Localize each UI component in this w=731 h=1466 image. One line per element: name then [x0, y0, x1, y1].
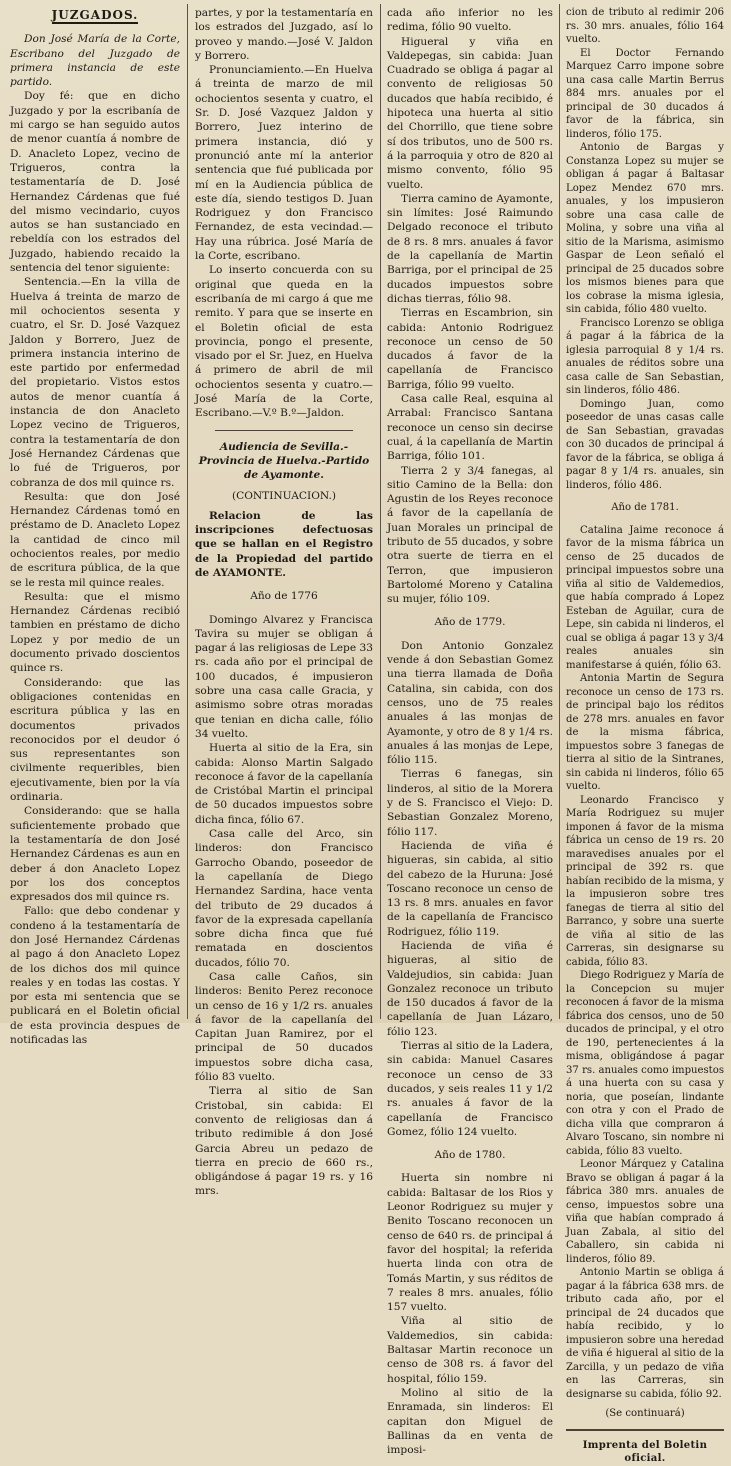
section-title: Audiencia de Sevilla.-Provincia de Huelva.-Partido de Ayamonte. — [198, 440, 370, 482]
paragraph: Antonio Martin se obliga á pagar á la fábrica 638 mrs. de tributo cada año, por el principal de 24 ducados que había recibido, y lo impusieron sobre una heredad de viña é higueral al sitio de la Zarcilla, y un pedazo de viña en las Carreras, sin designarse su cabida, fólio 92. — [566, 1267, 724, 1400]
paragraph: Antonio de Bargas y Constanza Lopez su mujer se obligan á pagar á Baltasar Lopez Mendez 670 mrs. anuales, y los impusieron sobre una casa calle de Molina, y sobre una viña al sitio de la Marisma, asimismo Gaspar de Leon señaló el principal de 25 ducados sobre los mismos bienes para que los cobrase la misma iglesia, sin cabida, fólio 480 vuelto. — [566, 142, 724, 315]
paragraph: Don José María de la Corte, Escribano del Juzgado de primera instancia de este partido. — [10, 33, 180, 89]
paragraph: Molino al sitio de la Enramada, sin linderos: El capitan don Miguel de Ballinas da en venta de imposi- — [387, 1386, 553, 1457]
paragraph: Lo inserto concuerda con su original que queda en la escribanía de mi cargo á que me remito. Y para que se inserte en el Boletin oficial de esta provincia, pongo el presente, visado por el Sr. Juez, en Huelva á primero de abril de mil ochocientos sesenta y cuatro.—José María de la Corte, Escribano.—V.º B.º—Jaldon. — [195, 264, 373, 420]
column-1 — [10, 6, 180, 1047]
paragraph: partes, y por la testamentaría en los estrados del Juzgado, así lo proveo y mando.—José V. Jaldon y Borrero. — [195, 7, 373, 62]
paragraph: Resulta: que don José Hernandez Cárdenas tomó en préstamo de D. Anacleto Lopez la cantidad de cinco mil ochocientos reales, por medio de escritura pública, de la que se le resta mil quince reales. — [10, 490, 180, 589]
paragraph: Leonor Márquez y Catalina Bravo se obligan á pagar á la fábrica 380 mrs. anuales de censo, impuestos sobre una viña que habían comprado á Juan Zabala, al sitio del Caballero, sin cabida ni linderos, fólio 89. — [566, 1159, 724, 1265]
paragraph: Catalina Jaime reconoce á favor de la misma fábrica un censo de 25 ducados de principal impuestos sobre una viña al sitio de Valdemedios, que había comprado á Lopez Esteban de Aguilar, cura de Lepe, sin cabida ni linderos, el cual se obliga á pagar 13 y 3/4 reales anuales sin manifestarse á quién, fólio 63. — [566, 524, 724, 671]
paragraph: cada año inferior no les redima, fólio 90 vuelto. — [387, 7, 553, 34]
paragraph: Casa calle del Arco, sin linderos: don Francisco Garrocho Obando, poseedor de la capellanía de Diego Hernandez Sardina, hace venta del tributo de 29 ducados á favor de la expresada capellanía sobre dicha finca que fué rematada en doscientos ducados, fólio 70. — [195, 828, 373, 969]
year-heading: Año de 1776 — [250, 590, 318, 603]
paragraph: Fallo: que debo condenar y condeno á la testamentaría de don José Hernandez Cárdenas al pago á don Anacleto Lopez de los dichos dos mil quince reales y en todas las costas. Y por esta mi sentencia que se publicará en el Boletin oficial de esta provincia despues de notificadas las — [10, 905, 180, 1047]
column-rule — [380, 4, 381, 1019]
paragraph: Tierra 2 y 3/4 fanegas, al sitio Camino de la Bella: don Agustin de los Reyes reconoce á favor de la capellanía de Juan Morales un principal de tributo de 55 ducados, y sobre otra suerte de tierra en el Terron, que impusieron Bartolomé Moreno y Catalina su mujer, fólio 109. — [387, 464, 553, 606]
paragraph: Francisco Lorenzo se obliga á pagar á la fábrica de la iglesia parroquial 8 y 1/4 rs. anuales de réditos sobre una casa calle de San Sebastian, sin linderos, fólio 486. — [566, 317, 724, 396]
paragraph: Antonia Martin de Segura reconoce un censo de 173 rs. de principal bajo los réditos de 278 mrs. anuales en favor de la misma fábrica, impuestos sobre 3 fanegas de tierra al sitio de la Sintranes, sin cabida ni linderos, fólio 65 vuelto. — [566, 673, 724, 792]
section-heading: JUZGADOS. — [10, 8, 180, 24]
paragraph: Doy fé: que en dicho Juzgado y por la escribanía de mi cargo se han seguido autos de menor cuantía á nombre de D. Anacleto Lopez, vecino de Trigueros, contra la testamentaría de D. José Hernandez Cárdenas que fué del mismo vecindario, cuyos autos se han sustanciado en rebeldía con los estrados del Juzgado, habiendo recaido la sentencia del tenor siguiente: — [10, 90, 180, 275]
paragraph: Diego Rodriguez y María de la Concepcion su mujer reconocen á favor de la misma fábrica dos censos, uno de 50 ducados de principal, y el otro de 190, pertenecientes á la misma, obligándose á pagar 37 rs. anuales como impuestos á una huerta con su casa y noria, que poseían, lindante con otra y con el Prado de dicha villa que compraron á Alvaro Toscano, sin nombre ni cabida, fólio 83 vuelto. — [566, 970, 724, 1157]
paragraph: Considerando: que las obligaciones contenidas en escritura pública y las en documentos privados reconocidos por el deudor ó sus representantes son civilmente requeribles, bien ejecutivamente, bien por la vía ordinaria. — [10, 676, 180, 804]
printer-imprint: Imprenta del Boletin oficial. — [582, 1439, 708, 1464]
column-rule — [187, 4, 188, 1019]
paragraph: Considerando: que se halla suficientemente probado que la testamentaría de don José Hernandez Cárdenas es aun en deber á don Anacleto Lopez por los dos conceptos expresados dos mil quince rs. — [10, 805, 180, 904]
paragraph: Pronunciamiento.—En Huelva á treinta de marzo de mil ochocientos sesenta y cuatro, el Sr. D. José Vazquez Jaldon y Borrero, Juez interino de primera instancia, dió y pronunció ante mí la anterior sentencia que fué publicada por mí en la Audiencia pública de este día, siendo testigos D. Juan Rodriguez y don Francisco Fernandez, de esta vecindad.—Hay una rúbrica. José María de la Corte, escribano. — [195, 64, 373, 263]
year-heading: Año de 1779. — [434, 616, 506, 629]
paragraph: Hacienda de viña é higueras, sin cabida, al sitio del cabezo de la Huruna: José Toscano reconoce un censo de 13 rs. 8 mrs. anuales en favor de la capellanía de Francisco Rodriguez, fólio 119. — [387, 839, 553, 938]
paragraph: Viña al sitio de Valdemedios, sin cabida: Baltasar Martin reconoce un censo de 308 rs. á favor del hospital, fólio 159. — [387, 1315, 553, 1385]
paragraph: Don Antonio Gonzalez vende á don Sebastian Gomez una tierra llamada de Doña Catalina, sin cabida, con dos censos, uno de 75 reales anuales á las monjas de Ayamonte, y otro de 8 y 1/4 rs. anuales á las monjas de Lepe, fólio 115. — [387, 639, 553, 767]
paragraph: Sentencia.—En la villa de Huelva á treinta de marzo de mil ochocientos sesenta y cuatro, el Sr. D. José Vazquez Jaldon y Borrero, Juez de primera instancia interino de este partido por enfermedad del propietario. Vistos estos autos de menor cuantía á instancia de don Anacleto Lopez vecino de Trigueros, contra la testamentaría de don José Hernandez Cárdenas que lo fué de Trigueros, por cobranza de dos mil quince rs. — [10, 276, 180, 489]
paragraph: Casa calle Caños, sin linderos: Benito Perez reconoce un censo de 16 y 1/2 rs. anuales á favor de la capellanía del Capitan Juan Ramirez, por el principal de 50 ducados impuestos sobre dicha casa, fólio 83 vuelto. — [195, 971, 373, 1084]
divider — [566, 1429, 724, 1431]
paragraph: Hacienda de viña é higueras, al sitio de Valdejudios, sin cabida: Juan Gonzalez reconoce un tributo de 150 ducados á favor de la capellanía de Juan Lázaro, fólio 123. — [387, 940, 553, 1038]
year-heading: Año de 1781. — [611, 502, 679, 513]
year-heading: Año de 1780. — [434, 1149, 506, 1162]
column-rule — [559, 4, 560, 1019]
paragraph: Higueral y viña en Valdepegas, sin cabida: Juan Cuadrado se obliga á pagar al convento de religiosas 50 ducados que había recibido, é hipoteca una huerta al sitio del Chorrillo, que tiene sobre sí dos tributos, uno de 500 rs. á la parroquia y otro de 820 al mismo convento, fólio 95 vuelto. — [387, 35, 553, 191]
paragraph: Tierra al sitio de San Cristobal, sin cabida: El convento de religiosas dan á tributo redimible á don José Garcia Abreu un pedazo de tierra en precio de 660 rs., obligándose á pagar 19 rs. y 16 mrs. — [195, 1085, 373, 1198]
paragraph: Tierras 6 fanegas, sin linderos, al sitio de la Morera y de S. Francisco el Viejo: D. Sebastian Gonzalez Moreno, fólio 117. — [387, 768, 553, 838]
paragraph: Leonardo Francisco y María Rodriguez su mujer imponen á favor de la misma fábrica un censo de 19 rs. 20 maravedises anuales por el principal de 392 rs. que habían recibido de la misma, y la impusieron sobre tres fanegas de tierra al sitio del Barranco, y sobre una suerte de viña al sitio de las Carreras, sin designarse su cabida, fólio 83. — [566, 794, 724, 968]
continuation-label: (CONTINUACION.) — [231, 489, 337, 502]
column-4 — [566, 6, 724, 1464]
paragraph: Tierras en Escambrion, sin cabida: Antonio Rodriguez reconoce un censo de 50 ducados á favor de la capellanía de Francisco Barriga, fólio 99 vuelto. — [387, 307, 553, 391]
column-3 — [387, 6, 553, 1457]
paragraph: Huerta al sitio de la Era, sin cabida: Alonso Martin Salgado reconoce á favor de la capellanía de Cristóbal Martin el principal de 50 ducados impuestos sobre dicha finca, fólio 67. — [195, 742, 373, 826]
paragraph: Domingo Alvarez y Francisca Tavira su mujer se obligan á pagar á las religiosas de Lepe 33 rs. cada año por el principal de 100 ducados, é impusieron sobre una casa calle Gracia, y asimismo sobre otras moradas que tenian en dicha calle, fólio 34 vuelto. — [195, 613, 373, 740]
paragraph: cion de tributo al redimir 206 rs. 30 mrs. anuales, fólio 164 vuelto. — [566, 7, 724, 45]
paragraph: Tierra camino de Ayamonte, sin límites: José Raimundo Delgado reconoce el tributo de 8 rs. 8 mrs. anuales á favor de la capellanía de Martin Barriga, por el principal de 25 ducados impuestos sobre dichas tierras, fólio 98. — [387, 192, 553, 305]
relacion-heading: Relacion de las inscripciones defectuosas que se hallan en el Registro de la Propiedad del partido de AYAMONTE. — [195, 509, 373, 579]
column-2 — [195, 6, 373, 1198]
paragraph: Domingo Juan, como poseedor de unas casas calle de San Sebastian, gravadas con 30 ducados de principal á favor de la fábrica, se obliga á pagar 8 y 1/4 rs. anuales, sin linderos, fólio 486. — [566, 398, 724, 491]
paragraph: Casa calle Real, esquina al Arrabal: Francisco Santana reconoce un censo sin decirse cual, á la capellanía de Martin Barriga, fólio 101. — [387, 393, 553, 463]
paragraph: Resulta: que el mismo Hernandez Cárdenas recibió tambien en préstamo de dicho Lopez y por medio de un documento privado doscientos quince rs. — [10, 590, 180, 675]
paragraph: El Doctor Fernando Marquez Carro impone sobre una casa calle Martin Berrus 884 mrs. anuales por el principal de 30 ducados á favor de la fábrica, sin linderos, fólio 175. — [566, 47, 724, 140]
paragraph: Huerta sin nombre ni cabida: Baltasar de los Rios y Leonor Rodriguez su mujer y Benito Toscano reconocen un censo de 640 rs. de principal á favor del hospital; la referida huerta linda con otra de Tomás Martin, y sus réditos de 7 reales 8 mrs. anuales, fólio 157 vuelto. — [387, 1172, 553, 1314]
divider — [215, 430, 353, 431]
continue-note: (Se continuará) — [605, 1408, 685, 1419]
paragraph: Tierras al sitio de la Ladera, sin cabida: Manuel Casares reconoce un censo de 33 ducados, y seis reales 11 y 1/2 rs. anuales á favor de la capellanía de Francisco Gomez, fólio 124 vuelto. — [387, 1040, 553, 1138]
